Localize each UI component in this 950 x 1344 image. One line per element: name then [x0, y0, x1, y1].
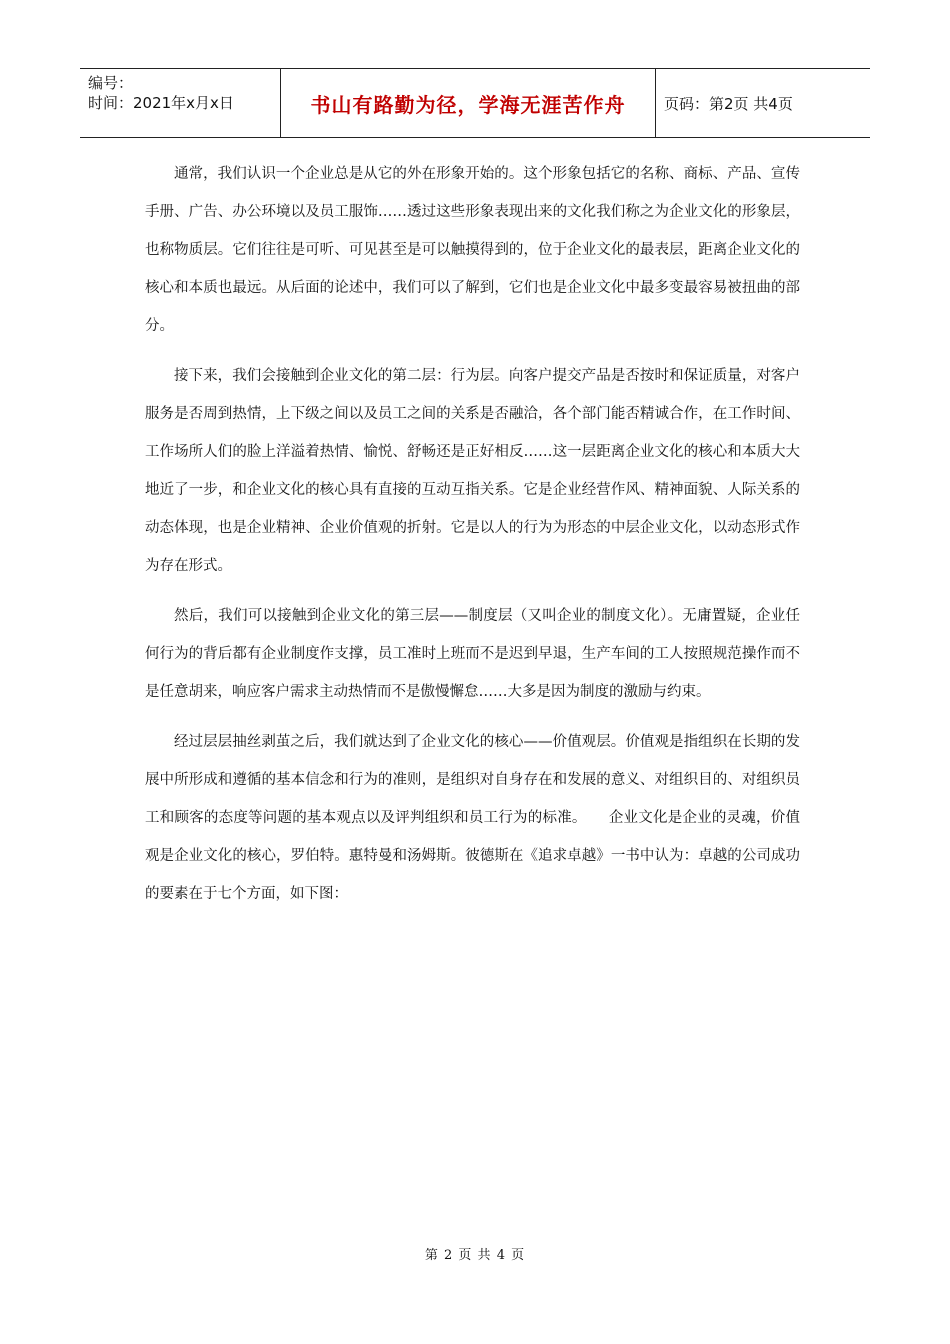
page-header — [80, 68, 870, 138]
paragraph: 然后，我们可以接触到企业文化的第三层——制度层（又叫企业的制度文化）。无庸置疑，企业任何行为的背后都有企业制度作支撑，员工准时上班而不是迟到早退，生产车间的工人按照规范操作而不是任意胡来，响应客户需求主动热情而不是傲慢懈怠……大多是因为制度的激励与约束。 — [145, 608, 800, 700]
page-footer: 第 2 页 共 4 页 — [424, 1248, 526, 1263]
document-body — [145, 155, 800, 925]
paragraph: 接下来，我们会接触到企业文化的第二层：行为层。向客户提交产品是否按时和保证质量，对客户服务是否周到热情，上下级之间以及员工之间的关系是否融洽，各个部门能否精诚合作，在工作时间、工作场所人们的脸上洋溢着热情、愉悦、舒畅还是正好相反……这一层距离企业文化的核心和本质大大地近了一步，和企业文化的核心具有直接的互动互指关系。它是企业经营作风、精神面貌、人际关系的动态体现，也是企业精神、企业价值观的折射。它是以人的行为为形态的中层企业文化，以动态形式作为存在形式。 — [145, 368, 800, 574]
paragraph: 经过层层抽丝剥茧之后，我们就达到了企业文化的核心——价值观层。价值观是指组织在长期的发展中所形成和遵循的基本信念和行为的准则，是组织对自身存在和发展的意义、对组织目的、对组织员工和顾客的态度等问题的基本观点以及评判组织和员工行为的标准。 企业文化是企业的灵魂，价值观是企业文化的核心，罗伯特。惠特曼和汤姆斯。彼德斯在《追求卓越》一书中认为：卓越的公司成功的要素在于七个方面，如下图： — [145, 734, 800, 902]
document-date-label: 时间：2021年x月x日 — [88, 94, 234, 112]
header-motto: 书山有路勤为径，学海无涯苦作舟 — [281, 69, 656, 137]
paragraph: 通常，我们认识一个企业总是从它的外在形象开始的。这个形象包括它的名称、商标、产品、宣传手册、广告、办公环境以及员工服饰……透过这些形象表现出来的文化我们称之为企业文化的形象层，也称物质层。它们往往是可听、可见甚至是可以触摸得到的，位于企业文化的最表层，距离企业文化的核心和本质也最远。从后面的论述中，我们可以了解到，它们也是企业文化中最多变最容易被扭曲的部分。 — [145, 166, 800, 334]
header-page-number: 页码：第2页 共4页 — [664, 94, 793, 113]
header-meta — [80, 69, 281, 137]
document-number-label: 编号： — [88, 74, 134, 92]
